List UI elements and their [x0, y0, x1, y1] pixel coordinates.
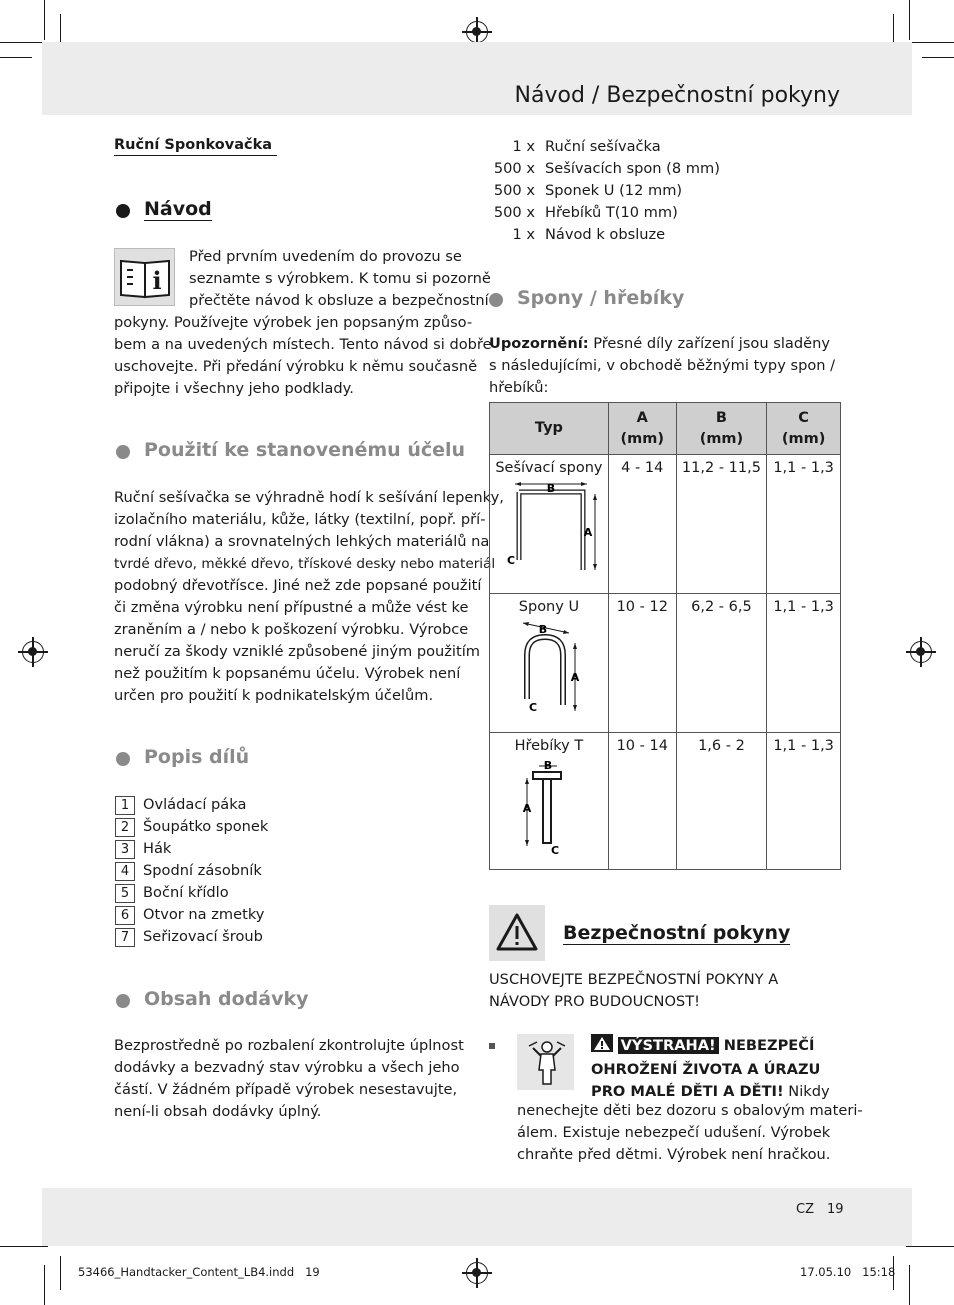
warning-line: chraňte před dětmi. Výrobek není hračkou. [517, 1146, 831, 1163]
pouziti-line: izolačního materiálu, kůže, látky (textilní, popř. pří- [114, 511, 486, 528]
dim-letter-c: C [550, 844, 559, 854]
table-row [490, 455, 841, 594]
bullet-icon [489, 293, 503, 307]
part-number: 7 [115, 928, 135, 947]
footer-lang: CZ [796, 1202, 814, 1217]
obsah-line: částí. V žádném případě výrobek nesestavujte, [114, 1081, 458, 1098]
list-item [115, 926, 268, 948]
cell-b: 6,2 - 6,5 [676, 594, 767, 733]
footer-date: 17.05.10 15:18 [800, 1265, 896, 1279]
pouziti-line: tvrdé dřevo, měkké dřevo, třískové desky nebo materiál [114, 556, 496, 572]
item-qty: 500 x [493, 160, 535, 177]
obsah-text [114, 1035, 464, 1123]
heading-popis: Popis dílů [144, 746, 250, 768]
list-item [115, 860, 268, 882]
dim-letter-b: B [543, 759, 553, 772]
crop-mark [44, 1265, 45, 1305]
pouziti-line: či změna výrobku není přípustné a může vést ke [114, 599, 469, 616]
page-title: Návod / Bezpečnostní pokyny [514, 83, 840, 108]
u-staple-diagram-icon [509, 619, 589, 715]
crop-mark [0, 42, 48, 43]
item-qty: 500 x [493, 182, 535, 199]
caps-line: USCHOVEJTE BEZPEČNOSTNÍ POKYNY A [489, 971, 779, 988]
warning-small-triangle-icon [591, 1034, 613, 1059]
dim-letter-b: B [546, 482, 556, 495]
cell-c: 1,1 - 1,3 [767, 594, 841, 733]
navod-line: Před prvním uvedením do provozu se [189, 248, 462, 265]
navod-line: pokyny. Používejte výrobek jen popsaným způso- [114, 314, 473, 331]
footer-page-number: 19 [827, 1202, 844, 1217]
warning-tail: Nikdy [783, 1083, 830, 1100]
cell-c: 1,1 - 1,3 [767, 455, 841, 594]
part-number: 4 [115, 862, 135, 881]
crop-mark [922, 57, 954, 58]
header-b: B (mm) [676, 403, 767, 455]
item-qty: 1 x [512, 226, 535, 243]
crop-mark [909, 1265, 910, 1305]
obsah-line: není-li obsah dodávky úplný. [114, 1103, 322, 1120]
part-label: Otvor na zmetky [143, 906, 265, 923]
header-a: A (mm) [608, 403, 676, 455]
caps-line: NÁVODY PRO BUDOUCNOST! [489, 993, 700, 1010]
cell-typ [490, 455, 609, 594]
staple-diagram-icon [499, 480, 599, 576]
warning-text [517, 1100, 863, 1166]
bullet-icon [116, 752, 130, 766]
part-label: Seřizovací šroub [143, 928, 263, 945]
item-label: Sponek U (12 mm) [545, 182, 683, 199]
cell-typ [490, 733, 609, 870]
dim-letter-a: A [570, 671, 580, 684]
pouziti-text [114, 487, 504, 707]
note-label: Upozornění: [489, 335, 589, 352]
pouziti-line: zraněním a / nebo k poškození výrobku. Výrobce [114, 621, 469, 638]
svg-text:i: i [152, 266, 162, 295]
dim-letter-a: A [522, 802, 532, 815]
pouziti-line: neručí za škody vzniklé způsobené jiným použitím [114, 643, 480, 660]
cell-typ [490, 594, 609, 733]
note-line: s následujícími, v obchodě běžnými typy spon / [489, 357, 836, 374]
navod-line: přečtěte návod k obsluze a bezpečnostní [189, 292, 489, 309]
footer-bar [42, 1188, 912, 1246]
heading-spony: Spony / hřebíky [517, 287, 685, 309]
typ-label: Hřebíky T [514, 738, 584, 754]
typ-label: Spony U [518, 599, 580, 615]
child-warning-icon [517, 1034, 574, 1090]
table-row [490, 733, 841, 870]
list-item [489, 158, 789, 180]
table-row [490, 594, 841, 733]
footer-file: 53466_Handtacker_Content_LB4.indd 19 [78, 1265, 320, 1279]
pouziti-line: podobný dřevotřísce. Jiné než zde popsané použití [114, 577, 482, 594]
dim-letter-a: A [583, 526, 593, 539]
warning-bold: NEBEZPEČÍ [718, 1037, 815, 1054]
registration-mark-icon [466, 21, 488, 43]
list-item [115, 794, 268, 816]
product-label: Ruční Sponkovačka [114, 137, 277, 156]
crop-mark [906, 42, 954, 43]
registration-mark-icon [910, 641, 932, 663]
heading-navod: Návod [144, 198, 212, 220]
heading-obsah: Obsah dodávky [144, 988, 309, 1010]
pouziti-line: než použitím k popsanému účelu. Výrobek není [114, 665, 461, 682]
dim-letter-c: C [528, 701, 537, 714]
bullet-icon [116, 204, 130, 218]
part-number: 2 [115, 818, 135, 837]
list-item [489, 224, 789, 246]
item-qty: 1 x [512, 138, 535, 155]
cell-a: 10 - 14 [608, 733, 676, 870]
warning-bold: OHROŽENÍ ŽIVOTA A ÚRAZU [591, 1061, 821, 1078]
item-label: Návod k obsluze [545, 226, 666, 243]
header-c: C (mm) [767, 403, 841, 455]
dim-letter-c: C [506, 554, 515, 567]
part-number: 6 [115, 906, 135, 925]
part-label: Ovládací páka [143, 796, 247, 813]
delivery-contents-list [489, 136, 789, 246]
part-label: Hák [143, 840, 172, 857]
note-line: Přesné díly zařízení jsou sladěny [588, 335, 830, 352]
crop-mark [0, 1246, 48, 1247]
header-typ: Typ [490, 403, 609, 455]
dim-letter-b: B [538, 623, 548, 636]
book-info-icon [114, 248, 175, 306]
warning-label: VÝSTRAHA! [618, 1037, 719, 1054]
cell-b: 11,2 - 11,5 [676, 455, 767, 594]
spony-note [489, 333, 841, 399]
part-number: 5 [115, 884, 135, 903]
list-item [115, 904, 268, 926]
warning-line: álem. Existuje nebezpečí udušení. Výrobek [517, 1124, 831, 1141]
obsah-line: Bezprostředně po rozbalení zkontrolujte úplnost [114, 1037, 464, 1054]
pouziti-line: Ruční sešívačka se výhradně hodí k sešívání lepenky, [114, 489, 504, 506]
list-item [489, 136, 789, 158]
cell-c: 1,1 - 1,3 [767, 733, 841, 870]
crop-mark [60, 1256, 61, 1290]
crop-mark [44, 0, 45, 40]
t-nail-diagram-icon [509, 758, 589, 854]
warning-bold: PRO MALÉ DĚTI A DĚTI! [591, 1083, 784, 1100]
part-number: 1 [115, 796, 135, 815]
crop-mark [0, 57, 32, 58]
list-bullet-icon [489, 1043, 495, 1049]
navod-line: seznamte s výrobkem. K tomu si pozorně [189, 270, 491, 287]
list-item [115, 882, 268, 904]
list-item [115, 838, 268, 860]
table-header-row [490, 403, 841, 455]
item-qty: 500 x [493, 204, 535, 221]
part-label: Šoupátko sponek [143, 818, 269, 835]
registration-mark-icon [22, 641, 44, 663]
list-item [489, 180, 789, 202]
pouziti-line: rodní vlákna) a srovnatelných lehkých materiálů na [114, 533, 490, 550]
part-number: 3 [115, 840, 135, 859]
crop-mark [909, 0, 910, 40]
heading-pouziti: Použití ke stanovenému účelu [144, 439, 466, 461]
bullet-icon [116, 994, 130, 1008]
navod-line: bem a na uvedených místech. Tento návod si dobře [114, 336, 492, 353]
navod-line: připojte i všechny jeho podklady. [114, 380, 354, 397]
navod-line: uschovejte. Při předání výrobku k němu současně [114, 358, 478, 375]
list-item [115, 816, 268, 838]
crop-mark [906, 1246, 954, 1247]
cell-b: 1,6 - 2 [676, 733, 767, 870]
item-label: Hřebíků T(10 mm) [545, 204, 678, 221]
warning-block [591, 1034, 846, 1103]
warning-triangle-icon [489, 905, 545, 961]
typ-label: Sešívací spony [495, 460, 603, 476]
obsah-line: dodávky a bezvadný stav výrobku a všech jeho [114, 1059, 460, 1076]
list-item [489, 202, 789, 224]
registration-mark-icon [466, 1262, 488, 1284]
warning-line: nenechejte děti bez dozoru s obalovým materi- [517, 1102, 863, 1119]
cell-a: 10 - 12 [608, 594, 676, 733]
heading-bezpecnost: Bezpečnostní pokyny [563, 922, 791, 944]
pouziti-line: určen pro použití k podnikatelským účelům. [114, 687, 434, 704]
item-label: Ruční sešívačka [545, 138, 661, 155]
parts-list [115, 794, 268, 948]
part-label: Boční křídlo [143, 884, 229, 901]
cell-a: 4 - 14 [608, 455, 676, 594]
spec-table [489, 402, 841, 870]
item-label: Sešívacích spon (8 mm) [545, 160, 720, 177]
note-line: hřebíků: [489, 379, 549, 396]
part-label: Spodní zásobník [143, 862, 262, 879]
bullet-icon [116, 445, 130, 459]
